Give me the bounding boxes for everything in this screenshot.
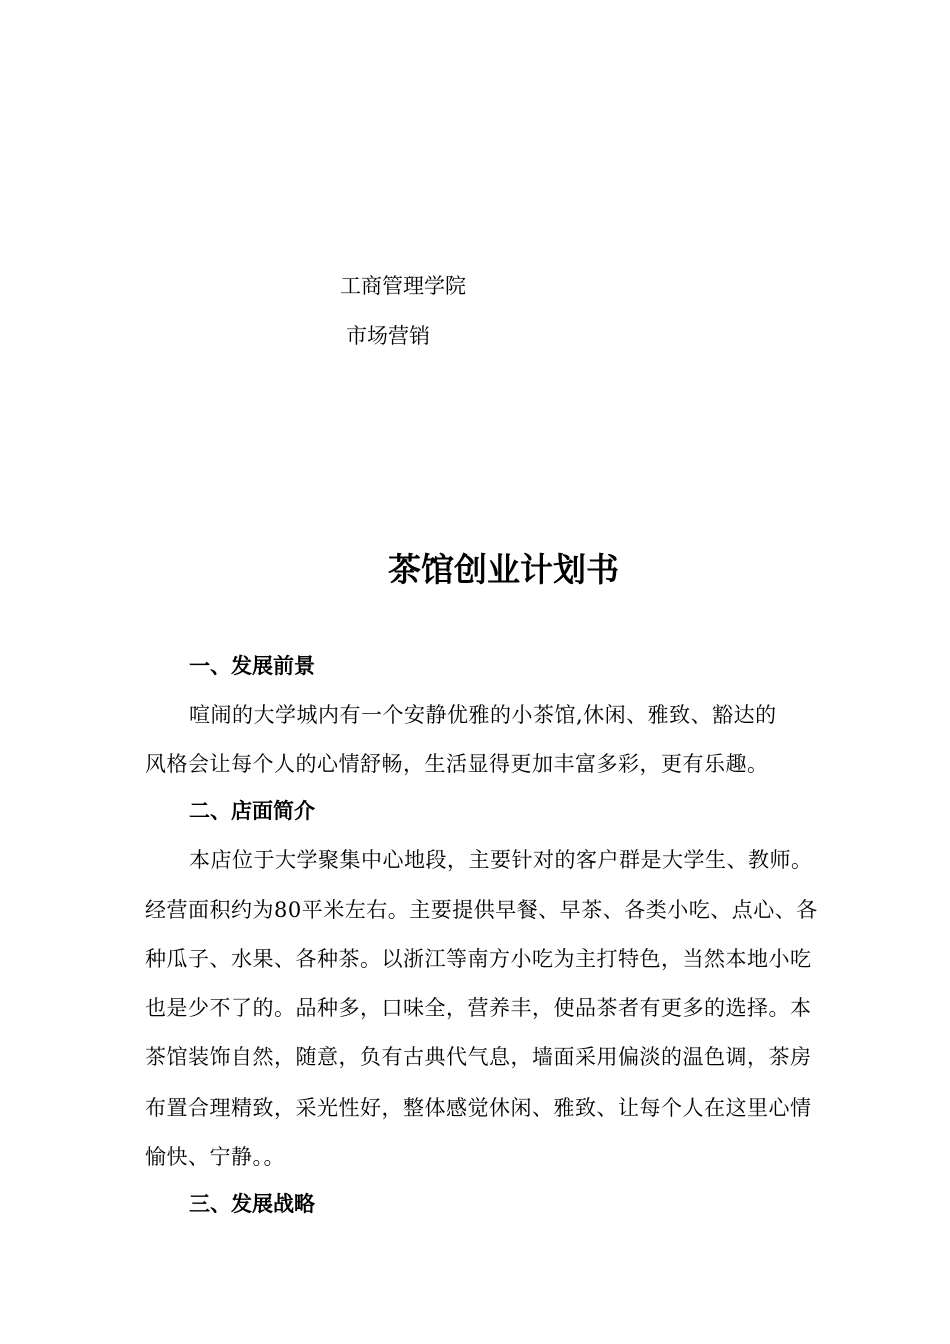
document-title: 茶馆创业计划书 [388,550,619,589]
section-heading-strategy: 三、发展战略 [189,1192,315,1216]
major-name: 市场营销 [346,324,430,348]
paragraph-line: 愉快、宁静。。 [145,1145,285,1169]
paragraph-line: 也是少不了的。品种多，口味全，营养丰，使品茶者有更多的选择。本 [145,996,812,1020]
section-heading-prospects: 一、发展前景 [189,654,315,678]
paragraph-line: 喧闹的大学城内有一个安静优雅的小茶馆,休闲、雅致、豁达的 [189,703,777,727]
paragraph-line: 茶馆装饰自然，随意，负有古典代气息，墙面采用偏淡的温色调，茶房 [145,1045,812,1069]
institution-name: 工商管理学院 [340,274,466,298]
paragraph-line: 本店位于大学聚集中心地段，主要针对的客户群是大学生、教师。 [189,848,813,872]
paragraph-line: 经营面积约为80平米左右。主要提供早餐、早茶、各类小吃、点心、各 [145,898,818,922]
paragraph-line: 种瓜子、水果、各种茶。以浙江等南方小吃为主打特色，当然本地小吃 [145,947,812,971]
paragraph-line: 风格会让每个人的心情舒畅，生活显得更加丰富多彩，更有乐趣。 [145,752,769,776]
section-heading-store-intro: 二、店面简介 [189,799,315,823]
paragraph-line: 布置合理精致，采光性好，整体感觉休闲、雅致、让每个人在这里心情 [145,1096,812,1120]
